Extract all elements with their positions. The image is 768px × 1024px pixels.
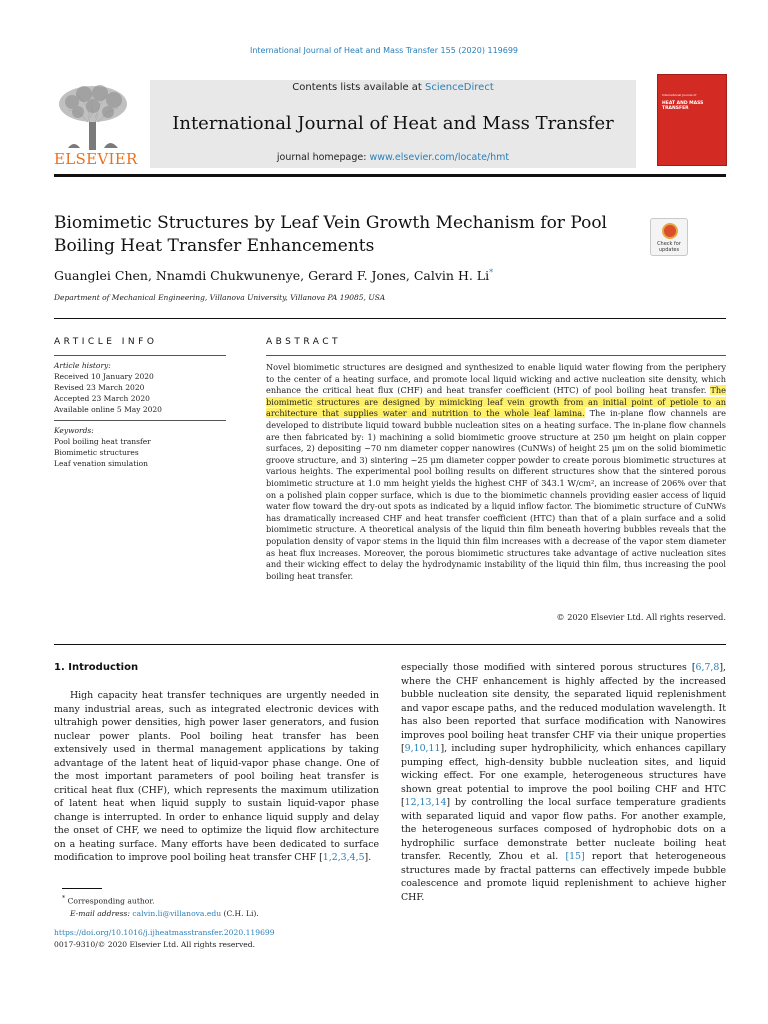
crossmark-icon <box>662 223 678 239</box>
email-label: E-mail address: <box>70 908 133 918</box>
article-info-rule <box>54 355 226 356</box>
cover-title: HEAT AND MASS TRANSFER <box>662 101 704 111</box>
tree-icon <box>54 82 132 152</box>
introduction-heading: 1. Introduction <box>54 662 139 673</box>
keyword-item: Leaf venation simulation <box>54 459 148 468</box>
keyword-item: Pool boiling heat transfer <box>54 437 151 446</box>
keywords-label: Keywords: <box>54 426 94 435</box>
citation-link[interactable]: 9,10,11 <box>404 743 441 754</box>
email-link[interactable]: calvin.li@villanova.edu <box>132 908 222 918</box>
homepage-link[interactable]: www.elsevier.com/locate/hmt <box>369 152 510 163</box>
keyword-item: Biomimetic structures <box>54 448 139 457</box>
contents-line <box>150 82 636 93</box>
intro-right-c: ], including super hydrophilicity, which enhances capillary pumping effect, high-density bubble nucleation sites, and liquid wicking effect. For one example, heterogeneous structures have shown great potential to improve the pool boiling CHF and HTC [ <box>401 743 726 808</box>
body-column-right <box>401 661 726 904</box>
corresponding-author-mark[interactable]: * <box>489 268 494 277</box>
keywords-rule <box>54 420 226 421</box>
citation-link[interactable]: 1,2,3,4,5 <box>322 852 365 863</box>
email-suffix: (C.H. Li). <box>221 908 259 918</box>
history-online: Available online 5 May 2020 <box>54 405 162 414</box>
intro-right-b: ], where the CHF enhancement is highly affected by the increased bubble nucleation site density, the separated liquid replenishment and vapor escape paths, and the reduced modulation wavelength. It has also been reported that surface modification with Nanowires improves pool boiling heat transfer CHF via their unique properties [ <box>401 662 726 754</box>
body-divider <box>54 644 726 645</box>
sciencedirect-link[interactable]: ScienceDirect <box>425 82 494 93</box>
header-divider <box>54 174 726 177</box>
intro-right-e: report that heterogeneous structures made by fractal patterns can effectively impede bubble coalescence and promote liquid replenishment to achieve higher CHF. <box>401 851 726 903</box>
elsevier-logo <box>54 82 138 168</box>
article-history <box>54 360 226 415</box>
footnote <box>54 893 384 920</box>
abstract-part-1: Novel biomimetic structures are designed and synthesized to enable liquid water flowing from the periphery to the center of a heating surface, and promote local liquid wicking and active nucleation site density, which enhance the critical heat flux (CHF) and heat transfer coefficient (HTC) of pool boiling heat transfer. <box>266 362 726 396</box>
check-updates-label: Check for updates <box>657 241 681 253</box>
homepage-prefix: journal homepage: <box>276 152 370 163</box>
article-title: Biomimetic Structures by Leaf Vein Growth Mechanism for Pool Boiling Heat Transfer Enhancements <box>54 213 607 256</box>
journal-reference-link[interactable]: International Journal of Heat and Mass Transfer 155 (2020) 119699 <box>249 46 519 55</box>
citation-link[interactable]: 12,13,14 <box>404 797 447 808</box>
body-column-left <box>54 689 379 865</box>
authors-text: Guanglei Chen, Nnamdi Chukwunenye, Gerard F. Jones, Calvin H. Li <box>54 268 490 284</box>
cover-top-text: International Journal of <box>662 93 697 97</box>
intro-left-end: ]. <box>364 852 372 863</box>
abstract-copyright: © 2020 Elsevier Ltd. All rights reserved. <box>556 612 726 622</box>
abstract-highlight[interactable]: The biomimetic structures are designed by mimicking leaf vein growth from an initial point of petiole to an architecture that supplies water and nutrition to the whole leaf lamina. <box>266 385 726 419</box>
intro-left-text: High capacity heat transfer techniques are urgently needed in many industrial areas, such as integrated electronic devices with ultrahigh power densities, high power laser generators, and fusion nuclear power plants. Pool boiling heat transfer has been extensively used in thermal management applications by taking advantage of the latent heat of liquid-vapor phase change. One of the most important parameters of pool boiling heat transfer is critical heat flux (CHF), which represents the maximum utilization of latent heat when liquid supply to sustain liquid-vapor phase change is interrupted. In order to enhance liquid supply and delay the onset of CHF, we need to optimize the liquid flow architecture on a heating surface. Many efforts have been dedicated to surface modification to improve pool boiling heat transfer CHF [ <box>54 690 379 863</box>
intro-right-a: especially those modified with sintered porous structures [ <box>401 662 696 673</box>
corresponding-label: Corresponding author. <box>67 896 155 906</box>
homepage-line <box>150 152 636 163</box>
citation-link[interactable]: [15] <box>565 851 585 862</box>
abstract-text <box>266 362 726 582</box>
history-revised: Revised 23 March 2020 <box>54 383 145 392</box>
article-info-heading: ARTICLE INFO <box>54 337 158 347</box>
affiliation: Department of Mechanical Engineering, Villanova University, Villanova PA 19085, USA <box>54 293 386 302</box>
elsevier-wordmark: ELSEVIER <box>54 150 138 168</box>
footnote-corresponding <box>54 893 384 908</box>
abstract-part-2: The in-plane flow channels are developed to distribute liquid toward bubble nucleation sites on a heating surface. The in-plane flow channels are then fabricated by: 1) machining a solid biomimetic groove structure at 250 μm height on plain copper surfaces, 2) depositing ~70 nm diameter copper nanowires (CuNWs) of height 25 μm on the solid biomimetic groove structure, and 3) sintering ~25 μm diameter copper powder to create porous biomimetic structures at various heights. The experimental pool boiling results on different structures show that the sintered porous biomimetic structure at 1.0 mm height yields the highest CHF of 343.1 W/cm², an increase of 206% over that on a polished plain copper surface, which is due to the biomimetic channels providing easier access of liquid water flow toward the dry-out spots as indicated by a liquid inflow factor. The biomimetic structure of CuNWs has dramatically increased CHF and heat transfer coefficient (HTC) than that of a plain surface and a solid biomimetic structure. A theoretical analysis of the liquid thin film beneath hovering bubbles reveals that the population density of vapor stems in the liquid thin film increases with a decrease of the vapor stem diameter as heat flux increases. Moreover, the porous biomimetic structures take advantage of active nucleation sites and their wicking effect to delay the hydrodynamic instability of the liquid thin film, thus increasing the pool boiling heat transfer. <box>266 408 726 581</box>
citation-link[interactable]: 6,7,8 <box>695 662 720 673</box>
contents-prefix: Contents lists available at <box>292 82 426 93</box>
journal-title: International Journal of Heat and Mass Transfer <box>172 113 614 134</box>
footnote-rule <box>62 888 102 889</box>
footnote-email <box>54 908 384 920</box>
journal-cover-thumbnail[interactable] <box>657 74 727 166</box>
author-list <box>54 268 654 283</box>
check-for-updates-button[interactable] <box>650 218 688 256</box>
info-divider <box>54 318 726 319</box>
footnote-mark: * <box>62 895 66 902</box>
abstract-rule <box>266 355 726 356</box>
history-label: Article history: <box>54 361 111 370</box>
issn-line: 0017-9310/© 2020 Elsevier Ltd. All rights reserved. <box>54 940 256 949</box>
journal-header-box <box>150 80 636 168</box>
history-accepted: Accepted 23 March 2020 <box>54 394 150 403</box>
doi-block <box>54 927 384 951</box>
intro-right-d: ] by controlling the local surface temperature gradients with separated liquid and vapor flow paths. For another example, the heterogeneous surfaces composed of hydrophobic dots on a hydrophilic surface demonstrate better nucleate boiling heat transfer. Recently, Zhou et al. <box>401 797 726 862</box>
doi-link[interactable]: https://doi.org/10.1016/j.ijheatmasstransfer.2020.119699 <box>54 928 275 937</box>
keywords <box>54 425 226 469</box>
abstract-heading: ABSTRACT <box>266 337 342 347</box>
history-received: Received 10 January 2020 <box>54 372 154 381</box>
